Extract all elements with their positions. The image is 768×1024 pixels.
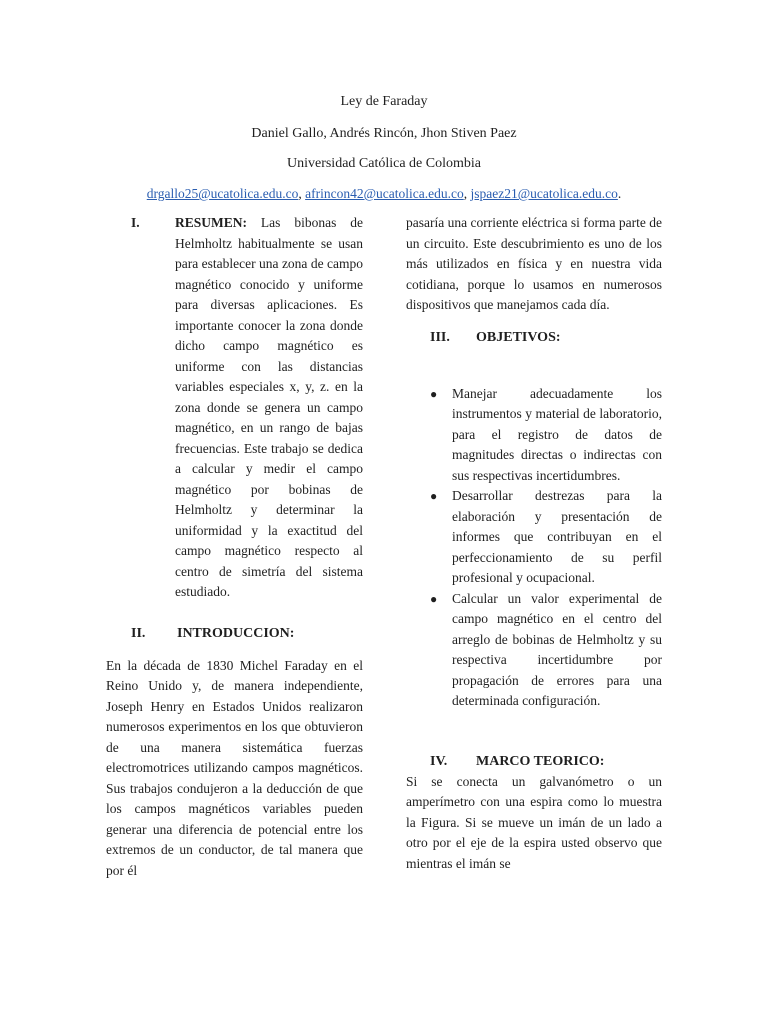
email-end: . (617, 186, 622, 201)
list-item-text: Calcular un valor experimental de campo magnético en el centro del arreglo de bobinas de Helmholtz y su respectiva incertidumbre por propagación de errores para una determinada configuración. (452, 590, 662, 708)
section-heading-marco (406, 752, 662, 772)
list-item (424, 486, 662, 589)
left-column (106, 213, 363, 881)
list-item-text: Desarrollar destrezas para la elaboración y presentación de informes que contribuyan en el perfeccionamiento de su perfil profesional y ocupacional. (452, 488, 662, 585)
bullet-icon: ● (430, 489, 438, 503)
email-separator: , (298, 186, 306, 201)
email-link-3[interactable]: jspaez21@ucatolica.edu.co (470, 186, 618, 201)
section-title: RESUMEN: (175, 215, 248, 230)
email-link-2[interactable]: afrincon42@ucatolica.edu.co (305, 186, 464, 201)
author-emails (0, 186, 768, 202)
section-number: IV. (430, 753, 448, 769)
paper-title: Ley de Faraday (340, 94, 428, 109)
section-heading-introduccion (106, 624, 363, 644)
section-title: OBJETIVOS: (476, 329, 561, 345)
section-title: MARCO TEORICO: (476, 753, 605, 769)
section-number: III. (430, 329, 450, 345)
paper-authors: Daniel Gallo, Andrés Rincón, Jhon Stiven Paez (251, 126, 517, 141)
section-heading-objetivos (406, 328, 662, 348)
paper-university: Universidad Católica de Colombia (286, 156, 481, 171)
right-column (406, 213, 662, 874)
section-title: INTRODUCCION: (177, 625, 295, 641)
resumen-text: Las bibonas de Helmholtz habitualmente se usan para establecer una zona de campo magnético conocido y uniforme para diversas aplicaciones. Es importante conocer la zona donde dicho campo magnético es uniforme con las distancias variables especiales x, y, z. en la zona donde se genera un campo magnético, en un rango de bajas frecuencias. Este trabajo se dedica a calcular y medir el campo magnético por bobinas de Helmholtz y determinar la uniformidad y la exactitud del campo magnético respecto al centro de simetría del sistema estudiado. (175, 215, 363, 599)
introduccion-paragraph: En la década de 1830 Michel Faraday en el Reino Unido y, de manera independiente, Joseph Henry en Estados Unidos realizaron numerosos experimentos en los que obtuvieron de una manera sistemática fuerzas electromotrices utilizando campos magnéticos. Sus trabajos condujeron a la deducción de que los campos magnéticos variables pueden generar una diferencia de potencial entre los extremos de un conductor, de tal manera que por él (106, 657, 363, 878)
list-item (424, 589, 662, 712)
marco-paragraph: Si se conecta un galvanómetro o un amperímetro con una espira como lo muestra la Figura. Si se mueve un imán de un lado a otro por el eje de la espira usted observo que mientras el imán se (406, 773, 662, 871)
email-separator: , (463, 186, 471, 201)
resumen-paragraph (175, 213, 363, 603)
list-item-text: Manejar adecuadamente los instrumentos y material de laboratorio, para el registro de datos de magnitudes directas o indirectas con sus respectivas incertidumbres. (452, 385, 662, 483)
bullet-icon: ● (430, 386, 438, 401)
section-number: I. (131, 215, 140, 230)
section-resumen (106, 213, 363, 603)
objetivos-list (424, 384, 662, 712)
email-link-1[interactable]: drgallo25@ucatolica.edu.co (146, 186, 299, 201)
section-number: II. (131, 625, 146, 641)
introduccion-paragraph-continued: pasaría una corriente eléctrica si forma parte de un circuito. Este descubrimiento es uno de los más utilizados en física y en nuestra vida cotidiana, porque lo usamos en numerosos dispositivos que manejamos cada día. (406, 215, 662, 312)
bullet-icon: ● (430, 591, 438, 606)
list-item (424, 384, 662, 487)
